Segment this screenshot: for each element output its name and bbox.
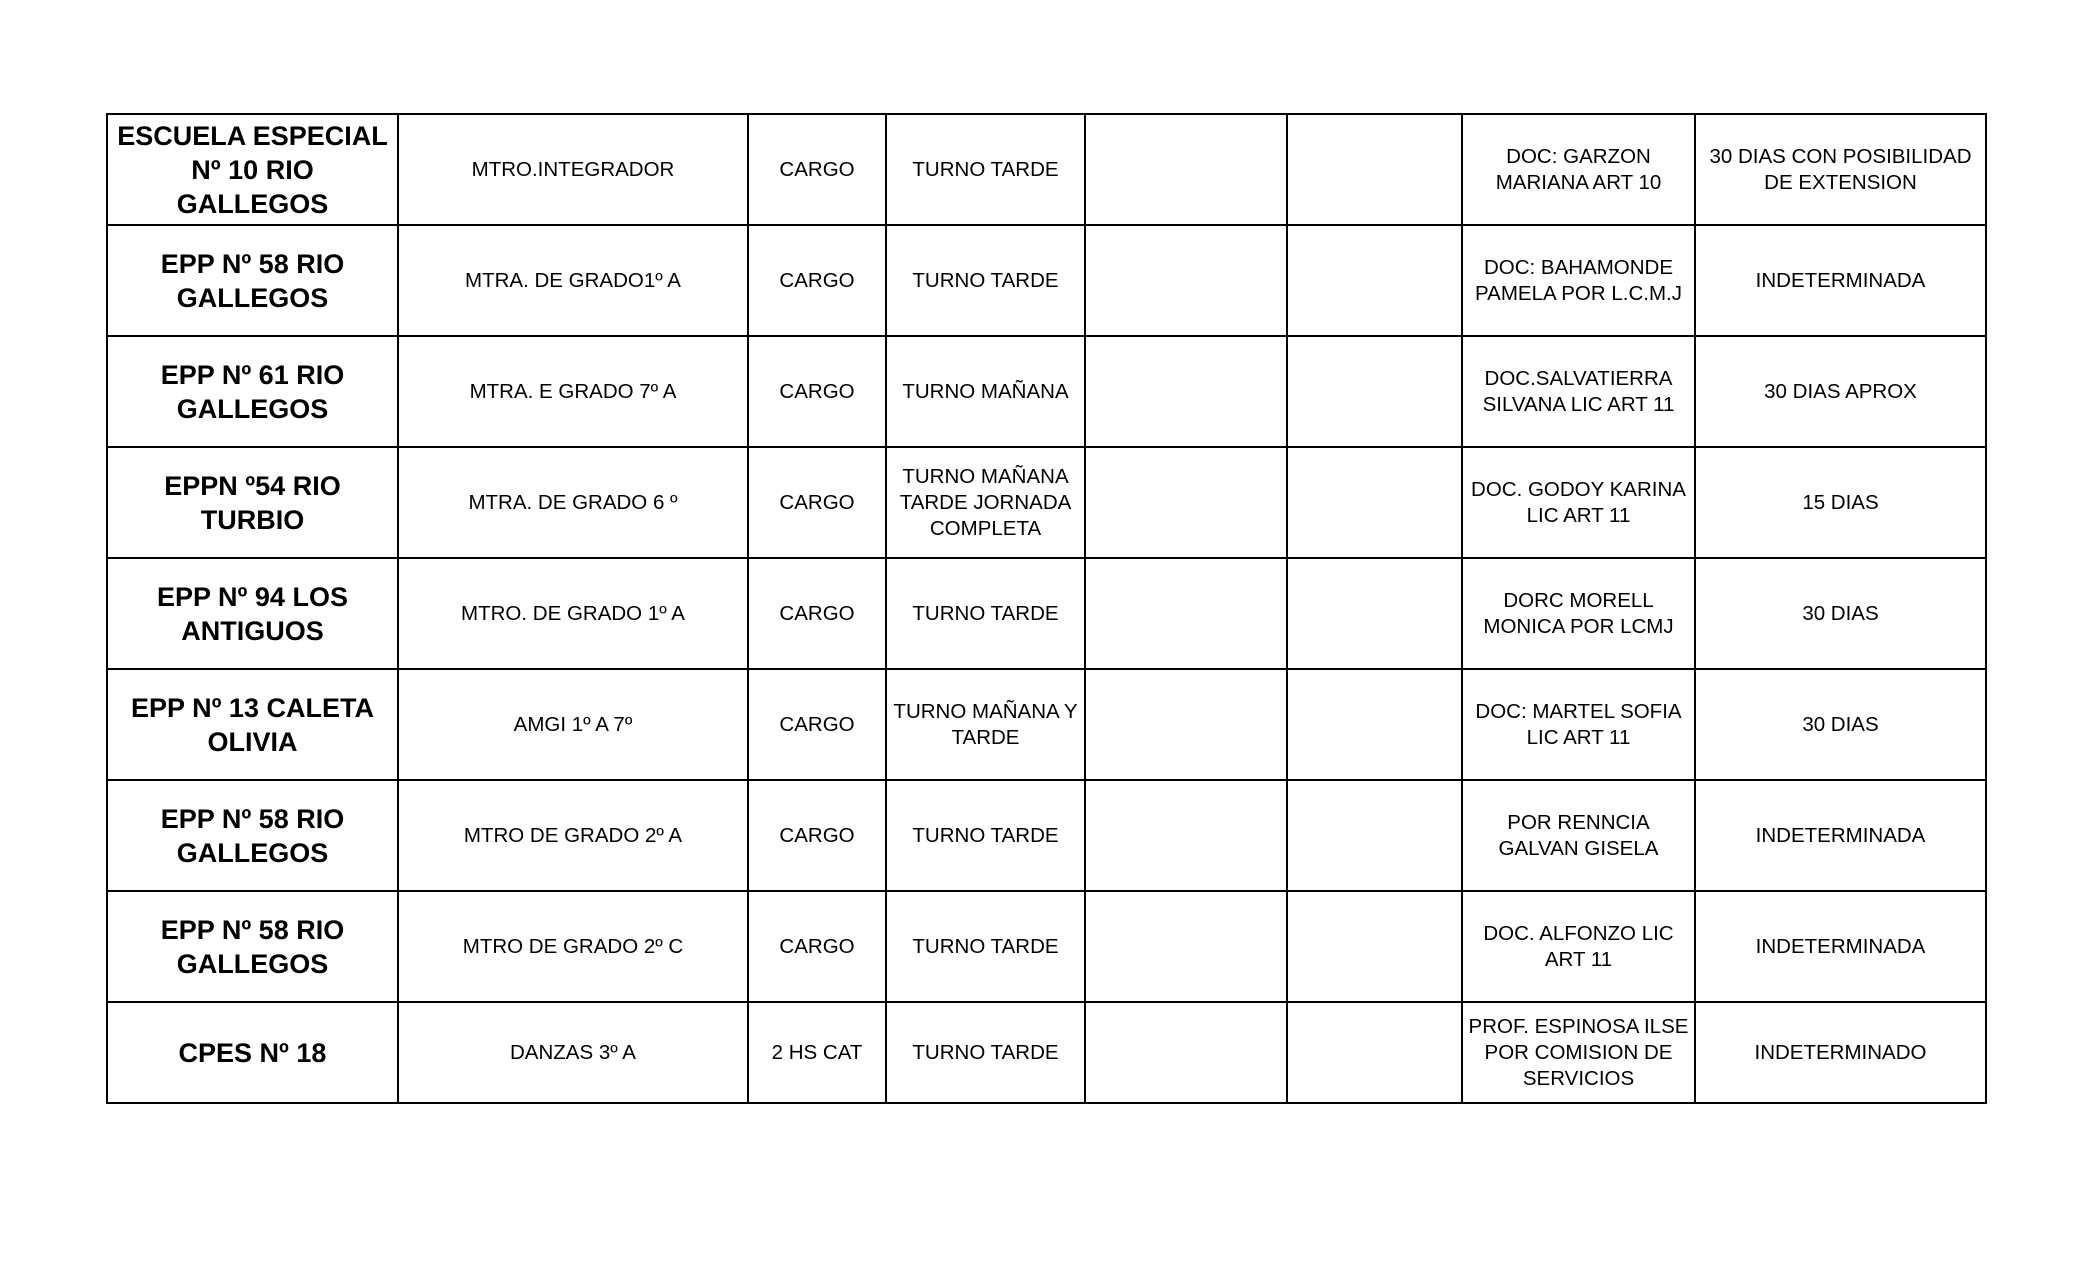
empty-cell [1085,336,1287,447]
empty-cell [1287,780,1462,891]
empty-cell [1085,669,1287,780]
duration-cell: 30 DIAS [1695,558,1986,669]
table-body [107,114,1986,1103]
table-row [107,336,1986,447]
shift-cell: TURNO TARDE [886,114,1085,225]
empty-cell [1287,891,1462,1002]
type-cell: CARGO [748,447,886,558]
school-cell: EPP Nº 61 RIO GALLEGOS [107,336,398,447]
replaces-cell: DOC. ALFONZO LIC ART 11 [1462,891,1695,1002]
empty-cell [1085,114,1287,225]
shift-cell: TURNO TARDE [886,558,1085,669]
table-row [107,780,1986,891]
type-cell: 2 HS CAT [748,1002,886,1103]
replaces-cell: DOC.SALVATIERRA SILVANA LIC ART 11 [1462,336,1695,447]
school-cell: EPP Nº 94 LOS ANTIGUOS [107,558,398,669]
shift-cell: TURNO TARDE [886,225,1085,336]
empty-cell [1287,336,1462,447]
shift-cell: TURNO MAÑANA TARDE JORNADA COMPLETA [886,447,1085,558]
replaces-cell: DOC: GARZON MARIANA ART 10 [1462,114,1695,225]
school-cell: CPES Nº 18 [107,1002,398,1103]
duration-cell: INDETERMINADO [1695,1002,1986,1103]
shift-cell: TURNO TARDE [886,780,1085,891]
empty-cell [1085,780,1287,891]
replaces-cell: DOC: MARTEL SOFIA LIC ART 11 [1462,669,1695,780]
replaces-cell: POR RENNCIA GALVAN GISELA [1462,780,1695,891]
duration-cell: INDETERMINADA [1695,891,1986,1002]
type-cell: CARGO [748,336,886,447]
position-cell: MTRA. DE GRADO1º A [398,225,748,336]
school-cell: EPP Nº 58 RIO GALLEGOS [107,225,398,336]
duration-cell: 30 DIAS APROX [1695,336,1986,447]
replaces-cell: DORC MORELL MONICA POR LCMJ [1462,558,1695,669]
position-cell: DANZAS 3º A [398,1002,748,1103]
vacancies-table [106,113,1987,1104]
replaces-cell: DOC. GODOY KARINA LIC ART 11 [1462,447,1695,558]
type-cell: CARGO [748,669,886,780]
empty-cell [1287,225,1462,336]
empty-cell [1085,558,1287,669]
position-cell: MTRA. E GRADO 7º A [398,336,748,447]
type-cell: CARGO [748,114,886,225]
position-cell: AMGI 1º A 7º [398,669,748,780]
position-cell: MTRO DE GRADO 2º A [398,780,748,891]
duration-cell: INDETERMINADA [1695,780,1986,891]
empty-cell [1287,558,1462,669]
empty-cell [1287,447,1462,558]
empty-cell [1287,669,1462,780]
empty-cell [1085,891,1287,1002]
empty-cell [1287,114,1462,225]
position-cell: MTRO.INTEGRADOR [398,114,748,225]
replaces-cell: PROF. ESPINOSA ILSE POR COMISION DE SERVICIOS [1462,1002,1695,1103]
table-row [107,1002,1986,1103]
empty-cell [1085,225,1287,336]
empty-cell [1287,1002,1462,1103]
school-cell: EPP Nº 13 CALETA OLIVIA [107,669,398,780]
empty-cell [1085,1002,1287,1103]
table-row [107,114,1986,225]
table-row [107,891,1986,1002]
position-cell: MTRA. DE GRADO 6 º [398,447,748,558]
school-cell: EPP Nº 58 RIO GALLEGOS [107,891,398,1002]
type-cell: CARGO [748,780,886,891]
duration-cell: INDETERMINADA [1695,225,1986,336]
empty-cell [1085,447,1287,558]
shift-cell: TURNO MAÑANA Y TARDE [886,669,1085,780]
duration-cell: 30 DIAS [1695,669,1986,780]
position-cell: MTRO. DE GRADO 1º A [398,558,748,669]
school-cell: ESCUELA ESPECIAL Nº 10 RIO GALLEGOS [107,114,398,225]
shift-cell: TURNO TARDE [886,1002,1085,1103]
table-row [107,225,1986,336]
table-row [107,558,1986,669]
duration-cell: 30 DIAS CON POSIBILIDAD DE EXTENSION [1695,114,1986,225]
shift-cell: TURNO TARDE [886,891,1085,1002]
school-cell: EPPN º54 RIO TURBIO [107,447,398,558]
shift-cell: TURNO MAÑANA [886,336,1085,447]
replaces-cell: DOC: BAHAMONDE PAMELA POR L.C.M.J [1462,225,1695,336]
table-row [107,447,1986,558]
table-row [107,669,1986,780]
position-cell: MTRO DE GRADO 2º C [398,891,748,1002]
type-cell: CARGO [748,891,886,1002]
school-cell: EPP Nº 58 RIO GALLEGOS [107,780,398,891]
duration-cell: 15 DIAS [1695,447,1986,558]
type-cell: CARGO [748,558,886,669]
type-cell: CARGO [748,225,886,336]
